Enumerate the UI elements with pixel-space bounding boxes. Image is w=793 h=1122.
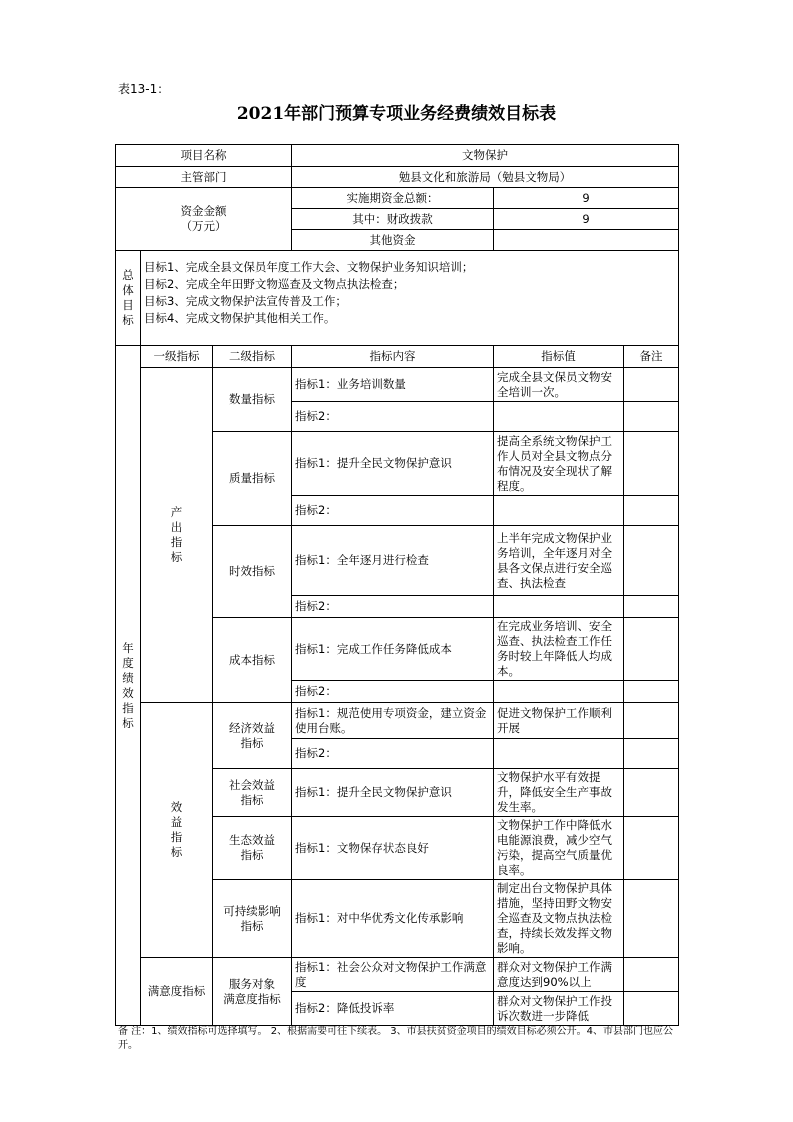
- header-value: 指标值: [494, 346, 624, 368]
- funds-label-line2: （万元）: [180, 219, 227, 233]
- remark-cell: [624, 958, 679, 992]
- ecological-benefit-label: 生态效益 指标: [213, 817, 292, 880]
- project-name-label: 项目名称: [116, 145, 292, 167]
- indicator-value: 群众对文物保护工作满意度达到90%以上: [494, 958, 624, 992]
- project-name-row: [116, 145, 679, 167]
- output-indicators-label: 产 出 指 标: [141, 368, 213, 703]
- header-level1: 一级指标: [141, 346, 213, 368]
- quality-indicator-label: 质量指标: [213, 432, 292, 526]
- quantity-indicator-label: 数量指标: [213, 368, 292, 432]
- indicator-content: 指标1：文物保存状态良好: [292, 817, 494, 880]
- remark-cell: [624, 432, 679, 496]
- remark-cell: [624, 769, 679, 817]
- remark-cell: [624, 703, 679, 739]
- department-label: 主管部门: [116, 167, 292, 188]
- remark-cell: [624, 402, 679, 432]
- header-remark: 备注: [624, 346, 679, 368]
- cost-indicator-label: 成本指标: [213, 618, 292, 703]
- indicator-content: 指标2：: [292, 402, 494, 432]
- department-row: [116, 167, 679, 188]
- table-number: 表13-1：: [118, 82, 170, 96]
- indicator-value: 上半年完成文物保护业务培训，全年逐月对全县各文保点进行安全巡查、执法检查: [494, 526, 624, 596]
- indicator-content: 指标1：规范使用专项资金，建立资金使用台账。: [292, 703, 494, 739]
- remark-cell: [624, 739, 679, 769]
- table-row: [116, 703, 679, 739]
- remark-cell: [624, 496, 679, 526]
- indicator-content: 指标2：: [292, 496, 494, 526]
- funds-total-label: 实施期资金总额：: [292, 188, 494, 209]
- goal-item: 目标4、完成文物保护其他相关工作。: [144, 311, 336, 325]
- remark-cell: [624, 992, 679, 1026]
- indicator-content: 指标1：业务培训数量: [292, 368, 494, 402]
- performance-target-table: [115, 144, 679, 1026]
- economic-benefit-label: 经济效益 指标: [213, 703, 292, 769]
- benefit-indicators-label: 效 益 指 标: [141, 703, 213, 958]
- table-row: [116, 958, 679, 992]
- table-row: [116, 368, 679, 402]
- indicator-header-row: [116, 346, 679, 368]
- funds-other-label: 其他资金: [292, 230, 494, 251]
- overall-goals-label: 总 体 目 标: [116, 251, 141, 346]
- funds-total-value: 9: [494, 188, 679, 209]
- remark-cell: [624, 618, 679, 681]
- indicator-content: 指标1：全年逐月进行检查: [292, 526, 494, 596]
- footer-note: 备 注：1、绩效指标可选择填写。 2、根据需要可往下续表。 3、市县扶贫资金项目的绩效目标必须公开。4、市县部门也应公开。: [118, 1026, 673, 1051]
- indicator-value: 文物保护工作中降低水电能源浪费，减少空气污染，提高空气质量优良率。: [494, 817, 624, 880]
- timeliness-indicator-label: 时效指标: [213, 526, 292, 618]
- indicator-content: 指标2：降低投诉率: [292, 992, 494, 1026]
- service-satisfaction-label: 服务对象 满意度指标: [213, 958, 292, 1026]
- header-level2: 二级指标: [213, 346, 292, 368]
- remark-cell: [624, 596, 679, 618]
- indicator-content: 指标1：提升全民文物保护意识: [292, 432, 494, 496]
- funds-total-row: [116, 188, 679, 209]
- indicator-value: 完成全县文保员文物安全培训一次。: [494, 368, 624, 402]
- indicator-content: 指标1：对中华优秀文化传承影响: [292, 880, 494, 958]
- indicator-value: 制定出台文物保护具体措施，坚持田野文物安全巡查及文物点执法检查，持续长效发挥文物影响。: [494, 880, 624, 958]
- indicator-value: 提高全系统文物保护工作人员对全县文物点分布情况及安全现状了解程度。: [494, 432, 624, 496]
- indicator-value: 群众对文物保护工作投诉次数进一步降低: [494, 992, 624, 1026]
- social-benefit-label: 社会效益 指标: [213, 769, 292, 817]
- funds-fiscal-value: 9: [494, 209, 679, 230]
- indicator-content: 指标2：: [292, 739, 494, 769]
- funds-label: [116, 188, 292, 251]
- overall-goals-text: [141, 251, 679, 346]
- remark-cell: [624, 880, 679, 958]
- indicator-value: [494, 402, 624, 432]
- funds-label-line1: 资金金额: [180, 204, 227, 218]
- remark-cell: [624, 526, 679, 596]
- indicator-value: 在完成业务培训、安全巡查、执法检查工作任务时较上年降低人均成本。: [494, 618, 624, 681]
- indicator-content: 指标2：: [292, 681, 494, 703]
- project-name-value: 文物保护: [292, 145, 679, 167]
- funds-fiscal-label: 其中：财政拨款: [292, 209, 494, 230]
- satisfaction-indicator-label: 满意度指标: [141, 958, 213, 1026]
- annual-indicators-label: 年 度 绩 效 指 标: [116, 346, 141, 1026]
- document-title: 2021年部门预算专项业务经费绩效目标表: [236, 104, 557, 124]
- header-content: 指标内容: [292, 346, 494, 368]
- indicator-content: 指标2：: [292, 596, 494, 618]
- overall-goals-row: [116, 251, 679, 346]
- indicator-value: [494, 739, 624, 769]
- remark-cell: [624, 368, 679, 402]
- indicator-content: 指标1：提升全民文物保护意识: [292, 769, 494, 817]
- department-value: 勉县文化和旅游局（勉县文物局）: [292, 167, 679, 188]
- indicator-content: 指标1：社会公众对文物保护工作满意度: [292, 958, 494, 992]
- remark-cell: [624, 817, 679, 880]
- goal-item: 目标2、完成全年田野文物巡查及文物点执法检查；: [144, 277, 405, 291]
- indicator-value: [494, 496, 624, 526]
- indicator-value: [494, 596, 624, 618]
- indicator-content: 指标1：完成工作任务降低成本: [292, 618, 494, 681]
- indicator-value: [494, 681, 624, 703]
- goal-item: 目标3、完成文物保护法宣传普及工作；: [144, 294, 347, 308]
- indicator-value: 文物保护水平有效提升，降低安全生产事故发生率。: [494, 769, 624, 817]
- indicator-value: 促进文物保护工作顺利开展: [494, 703, 624, 739]
- remark-cell: [624, 681, 679, 703]
- sustainable-impact-label: 可持续影响 指标: [213, 880, 292, 958]
- goal-item: 目标1、完成全县文保员年度工作大会、文物保护业务知识培训；: [144, 260, 474, 274]
- funds-other-value: [494, 230, 679, 251]
